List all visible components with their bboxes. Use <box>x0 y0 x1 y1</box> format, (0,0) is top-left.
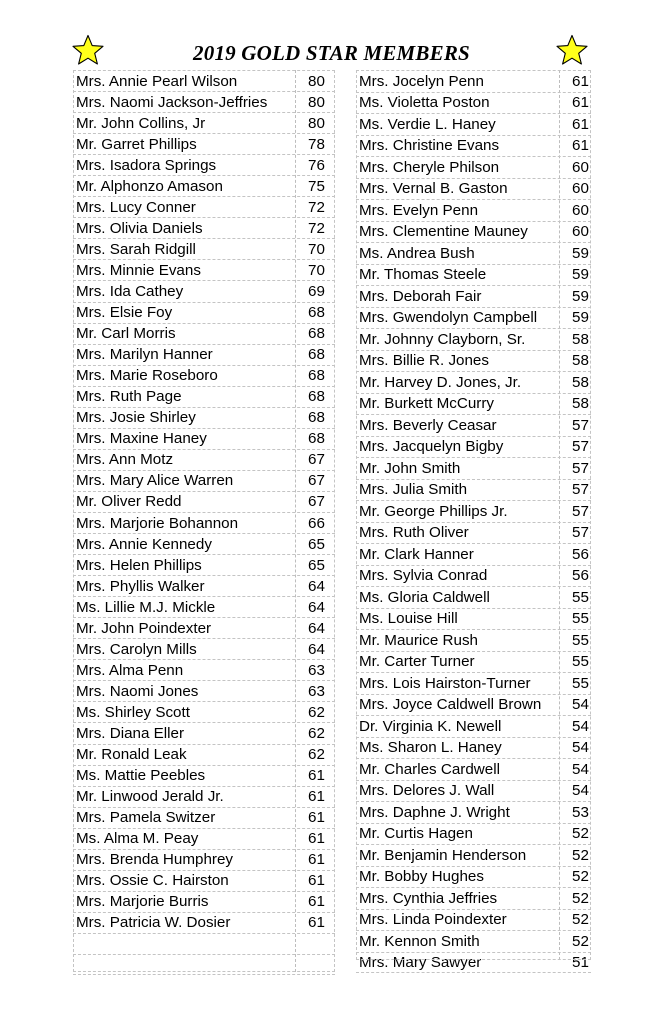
member-name: Mrs. Lucy Conner <box>76 198 196 216</box>
member-name: Mrs. Brenda Humphrey <box>76 851 233 869</box>
member-name: Mr. Carter Turner <box>359 653 475 671</box>
member-name: Mrs. Annie Pearl Wilson <box>76 72 238 90</box>
member-row <box>73 765 335 786</box>
member-count: 61 <box>308 830 325 848</box>
member-count: 67 <box>308 451 325 469</box>
member-count: 61 <box>572 137 589 155</box>
member-row <box>73 533 335 554</box>
member-name: Mrs. Lois Hairston-Turner <box>359 674 531 692</box>
member-row <box>356 629 591 651</box>
member-row <box>356 113 591 135</box>
member-count: 72 <box>308 198 325 216</box>
member-name: Mrs. Marilyn Hanner <box>76 346 213 364</box>
member-name: Mr. Ronald Leak <box>76 746 187 764</box>
member-name: Mrs. Beverly Ceasar <box>359 416 497 434</box>
member-count: 80 <box>308 93 325 111</box>
member-row <box>73 680 335 701</box>
member-row <box>73 596 335 617</box>
member-count: 68 <box>308 409 325 427</box>
member-count: 54 <box>572 782 589 800</box>
member-count: 69 <box>308 282 325 300</box>
member-count: 61 <box>308 872 325 890</box>
member-name: Mr. Benjamin Henderson <box>359 846 527 864</box>
member-count: 57 <box>572 524 589 542</box>
member-row <box>73 575 335 596</box>
member-row <box>73 259 335 280</box>
member-name: Mr. John Smith <box>359 459 461 477</box>
member-name: Mr. Clark Hanner <box>359 545 474 563</box>
member-count: 64 <box>308 640 325 658</box>
member-row <box>356 156 591 178</box>
member-name: Mrs. Phyllis Walker <box>76 577 205 595</box>
member-row <box>73 744 335 765</box>
member-name: Mrs. Ida Cathey <box>76 282 184 300</box>
member-row <box>73 954 335 975</box>
member-name: Ms. Gloria Caldwell <box>359 588 490 606</box>
member-row <box>356 307 591 329</box>
member-count: 61 <box>308 851 325 869</box>
member-row <box>73 701 335 722</box>
member-name: Mr. George Phillips Jr. <box>359 502 508 520</box>
member-count: 56 <box>572 545 589 563</box>
member-row <box>73 722 335 743</box>
member-count: 80 <box>308 72 325 90</box>
member-count: 68 <box>308 388 325 406</box>
member-name: Mrs. Patricia W. Dosier <box>76 914 231 932</box>
member-name: Mrs. Jocelyn Penn <box>359 72 484 90</box>
member-name: Mrs. Helen Phillips <box>76 556 202 574</box>
member-row <box>356 952 591 974</box>
member-row <box>356 930 591 952</box>
member-row <box>356 393 591 415</box>
member-name: Ms. Shirley Scott <box>76 703 190 721</box>
member-row <box>73 280 335 301</box>
member-count: 55 <box>572 653 589 671</box>
member-count: 60 <box>572 158 589 176</box>
member-count: 61 <box>308 914 325 932</box>
member-count: 55 <box>572 610 589 628</box>
member-count: 62 <box>308 746 325 764</box>
member-name: Mrs. Naomi Jackson-Jeffries <box>76 93 268 111</box>
member-name: Mrs. Deborah Fair <box>359 287 482 305</box>
member-row <box>356 672 591 694</box>
member-name: Mrs. Carolyn Mills <box>76 640 197 658</box>
member-row <box>356 887 591 909</box>
member-row <box>356 801 591 823</box>
member-name: Mr. Harvey D. Jones, Jr. <box>359 373 522 391</box>
member-name: Ms. Sharon L. Haney <box>359 739 502 757</box>
member-name: Mrs. Josie Shirley <box>76 409 196 427</box>
member-row <box>356 522 591 544</box>
member-row <box>356 500 591 522</box>
member-row <box>356 264 591 286</box>
member-count: 68 <box>308 325 325 343</box>
member-row <box>356 737 591 759</box>
member-name: Mrs. Ossie C. Hairston <box>76 872 229 890</box>
member-name: Mr. Alphonzo Amason <box>76 177 223 195</box>
member-row <box>73 512 335 533</box>
member-row <box>356 328 591 350</box>
member-row <box>73 849 335 870</box>
member-row <box>356 651 591 673</box>
member-count: 61 <box>308 893 325 911</box>
member-name: Mrs. Isadora Springs <box>76 156 217 174</box>
member-count: 60 <box>572 180 589 198</box>
member-name: Mr. John Collins, Jr <box>76 114 206 132</box>
member-name: Mrs. Mary Sawyer <box>359 953 482 971</box>
member-count: 55 <box>572 674 589 692</box>
member-row <box>356 242 591 264</box>
member-name: Mrs. Evelyn Penn <box>359 201 479 219</box>
member-row <box>73 407 335 428</box>
member-row <box>356 565 591 587</box>
member-row <box>356 457 591 479</box>
member-count: 59 <box>572 309 589 327</box>
member-count: 68 <box>308 430 325 448</box>
member-row <box>356 823 591 845</box>
member-count: 52 <box>572 825 589 843</box>
member-count: 57 <box>572 416 589 434</box>
member-name: Mrs. Billie R. Jones <box>359 352 489 370</box>
member-row <box>73 386 335 407</box>
member-name: Ms. Andrea Bush <box>359 244 475 262</box>
member-row <box>73 617 335 638</box>
member-count: 67 <box>308 493 325 511</box>
member-row <box>356 909 591 931</box>
member-count: 61 <box>572 115 589 133</box>
member-name: Mr. Bobby Hughes <box>359 868 484 886</box>
member-name: Mrs. Olivia Daniels <box>76 219 203 237</box>
member-row <box>73 491 335 512</box>
member-name: Mrs. Annie Kennedy <box>76 535 212 553</box>
member-name: Ms. Verdie L. Haney <box>359 115 496 133</box>
member-row <box>356 715 591 737</box>
member-row <box>356 92 591 114</box>
member-count: 54 <box>572 696 589 714</box>
member-name: Ms. Lillie M.J. Mickle <box>76 598 216 616</box>
member-row <box>73 196 335 217</box>
member-name: Mrs. Vernal B. Gaston <box>359 180 508 198</box>
member-name: Mrs. Christine Evans <box>359 137 500 155</box>
member-row <box>73 112 335 133</box>
member-name: Mrs. Sarah Ridgill <box>76 240 196 258</box>
member-count: 59 <box>572 266 589 284</box>
member-name: Mrs. Cynthia Jeffries <box>359 889 498 907</box>
members-column-right <box>356 70 591 971</box>
member-count: 58 <box>572 395 589 413</box>
member-row <box>73 154 335 175</box>
member-name: Mrs. Ann Motz <box>76 451 174 469</box>
member-row <box>73 70 335 91</box>
member-row <box>73 365 335 386</box>
member-count: 64 <box>308 577 325 595</box>
member-row <box>356 414 591 436</box>
member-row <box>73 828 335 849</box>
member-row <box>356 586 591 608</box>
member-name: Mrs. Gwendolyn Campbell <box>359 309 538 327</box>
member-name: Mrs. Elsie Foy <box>76 304 173 322</box>
member-count: 72 <box>308 219 325 237</box>
member-row <box>356 221 591 243</box>
member-count: 62 <box>308 724 325 742</box>
member-row <box>73 217 335 238</box>
member-count: 54 <box>572 717 589 735</box>
member-name: Mr. Burkett McCurry <box>359 395 495 413</box>
member-name: Mr. Kennon Smith <box>359 932 480 950</box>
member-name: Mrs. Pamela Switzer <box>76 809 216 827</box>
member-row <box>73 659 335 680</box>
member-name: Mrs. Linda Poindexter <box>359 911 507 929</box>
member-count: 76 <box>308 156 325 174</box>
member-row <box>356 135 591 157</box>
member-count: 68 <box>308 304 325 322</box>
member-count: 65 <box>308 535 325 553</box>
member-row <box>73 470 335 491</box>
member-name: Mrs. Diana Eller <box>76 724 185 742</box>
member-count: 54 <box>572 760 589 778</box>
member-row <box>356 608 591 630</box>
member-name: Mr. Oliver Redd <box>76 493 182 511</box>
member-row <box>73 891 335 912</box>
member-count: 68 <box>308 346 325 364</box>
member-count: 56 <box>572 567 589 585</box>
member-count: 55 <box>572 631 589 649</box>
member-count: 52 <box>572 932 589 950</box>
member-name: Mr. Thomas Steele <box>359 266 487 284</box>
member-count: 66 <box>308 514 325 532</box>
member-count: 61 <box>572 72 589 90</box>
member-name: Mrs. Minnie Evans <box>76 261 201 279</box>
member-name: Mr. Carl Morris <box>76 325 176 343</box>
members-column-left <box>73 70 335 972</box>
member-row <box>356 780 591 802</box>
member-name: Mrs. Delores J. Wall <box>359 782 495 800</box>
member-row <box>356 178 591 200</box>
member-name: Mrs. Alma Penn <box>76 661 184 679</box>
member-row <box>73 554 335 575</box>
member-row <box>73 238 335 259</box>
member-count: 61 <box>308 767 325 785</box>
member-name: Dr. Virginia K. Newell <box>359 717 502 735</box>
member-count: 75 <box>308 177 325 195</box>
member-count: 63 <box>308 682 325 700</box>
page-title: 2019 GOLD STAR MEMBERS <box>193 41 470 65</box>
member-row <box>73 449 335 470</box>
member-count: 52 <box>572 911 589 929</box>
member-count: 63 <box>308 661 325 679</box>
member-name: Mr. Linwood Jerald Jr. <box>76 788 224 806</box>
member-count: 60 <box>572 223 589 241</box>
member-row <box>356 694 591 716</box>
member-name: Mrs. Julia Smith <box>359 481 468 499</box>
member-row <box>73 323 335 344</box>
member-name: Ms. Violetta Poston <box>359 94 490 112</box>
member-count: 58 <box>572 373 589 391</box>
member-row <box>73 912 335 933</box>
member-name: Mrs. Naomi Jones <box>76 682 199 700</box>
member-name: Mrs. Mary Alice Warren <box>76 472 234 490</box>
member-count: 57 <box>572 459 589 477</box>
member-name: Mrs. Ruth Page <box>76 388 182 406</box>
member-row <box>356 70 591 92</box>
member-count: 60 <box>572 201 589 219</box>
member-count: 58 <box>572 330 589 348</box>
member-row <box>356 543 591 565</box>
member-row <box>73 175 335 196</box>
member-row <box>356 479 591 501</box>
member-row <box>73 91 335 112</box>
member-row <box>73 870 335 891</box>
member-count: 57 <box>572 438 589 456</box>
member-row <box>356 285 591 307</box>
member-count: 51 <box>572 953 589 971</box>
member-name: Mrs. Sylvia Conrad <box>359 567 488 585</box>
member-count: 64 <box>308 619 325 637</box>
member-name: Mrs. Joyce Caldwell Brown <box>359 696 542 714</box>
member-count: 52 <box>572 868 589 886</box>
member-row <box>73 638 335 659</box>
member-name: Ms. Alma M. Peay <box>76 830 199 848</box>
member-row <box>356 350 591 372</box>
member-name: Ms. Louise Hill <box>359 610 458 628</box>
member-name: Mr. Curtis Hagen <box>359 825 473 843</box>
member-name: Mrs. Marjorie Bohannon <box>76 514 239 532</box>
member-name: Mrs. Daphne J. Wright <box>359 803 510 821</box>
member-row <box>73 344 335 365</box>
member-count: 58 <box>572 352 589 370</box>
member-row <box>356 371 591 393</box>
member-name: Mrs. Ruth Oliver <box>359 524 469 542</box>
member-name: Mr. Maurice Rush <box>359 631 479 649</box>
member-count: 55 <box>572 588 589 606</box>
member-count: 78 <box>308 135 325 153</box>
member-count: 70 <box>308 240 325 258</box>
member-count: 64 <box>308 598 325 616</box>
member-count: 80 <box>308 114 325 132</box>
member-name: Mr. Garret Phillips <box>76 135 197 153</box>
member-count: 52 <box>572 889 589 907</box>
member-row <box>73 807 335 828</box>
member-row <box>356 844 591 866</box>
member-name: Mr. John Poindexter <box>76 619 212 637</box>
member-row <box>73 133 335 154</box>
member-count: 59 <box>572 287 589 305</box>
member-count: 61 <box>308 809 325 827</box>
member-name: Ms. Mattie Peebles <box>76 767 206 785</box>
member-row <box>73 428 335 449</box>
member-name: Mrs. Cheryle Philson <box>359 158 500 176</box>
member-count: 59 <box>572 244 589 262</box>
member-count: 57 <box>572 502 589 520</box>
member-count: 68 <box>308 367 325 385</box>
member-row <box>356 436 591 458</box>
member-name: Mrs. Marjorie Burris <box>76 893 209 911</box>
member-row <box>73 786 335 807</box>
member-count: 54 <box>572 739 589 757</box>
member-count: 61 <box>572 94 589 112</box>
member-count: 57 <box>572 481 589 499</box>
member-row <box>356 199 591 221</box>
member-name: Mr. Johnny Clayborn, Sr. <box>359 330 526 348</box>
member-row <box>356 758 591 780</box>
member-count: 52 <box>572 846 589 864</box>
member-name: Mrs. Jacquelyn Bigby <box>359 438 504 456</box>
member-count: 62 <box>308 703 325 721</box>
member-count: 70 <box>308 261 325 279</box>
member-row <box>73 933 335 954</box>
member-name: Mrs. Marie Roseboro <box>76 367 218 385</box>
member-count: 65 <box>308 556 325 574</box>
member-count: 67 <box>308 472 325 490</box>
member-count: 53 <box>572 803 589 821</box>
member-count: 61 <box>308 788 325 806</box>
member-name: Mrs. Maxine Haney <box>76 430 207 448</box>
member-row <box>356 866 591 888</box>
member-name: Mrs. Clementine Mauney <box>359 223 528 241</box>
member-row <box>73 302 335 323</box>
member-name: Mr. Charles Cardwell <box>359 760 500 778</box>
